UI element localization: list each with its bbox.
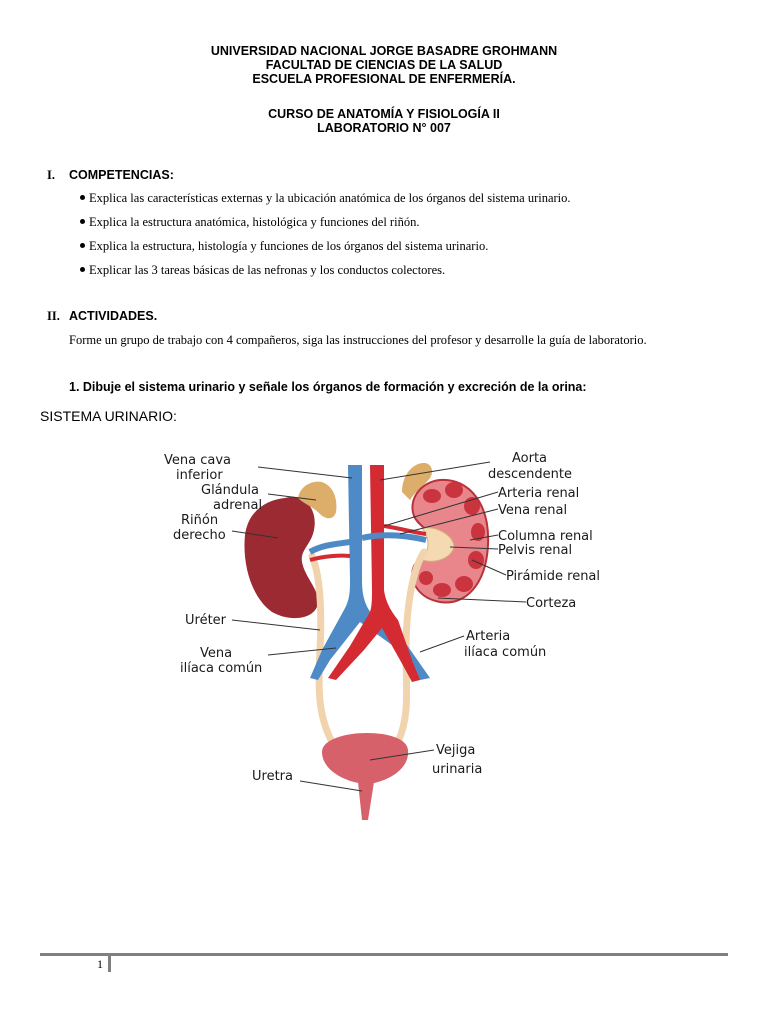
label-rinon-1: Riñón (181, 513, 219, 528)
section-title: COMPETENCIAS: (69, 168, 174, 182)
descending-aorta (328, 465, 420, 682)
label-glandula-2: adrenal (213, 498, 263, 513)
label-pelvis-renal: Pelvis renal (498, 543, 573, 558)
label-aorta-2: descendente (488, 467, 572, 482)
label-vena-renal: Vena renal (498, 503, 568, 518)
faculty-name: FACULTAD DE CIENCIAS DE LA SALUD (265, 58, 503, 72)
competencia-text: Explica las características externas y la ubicación anatómica de los órganos del sistema urinario. (89, 191, 571, 205)
label-vena-iliaca-1: Vena (200, 646, 233, 661)
label-corteza: Corteza (526, 596, 577, 611)
section-number: I. (47, 168, 55, 182)
competencia-text: Explica la estructura anatómica, histológica y funciones del riñón. (89, 215, 420, 229)
label-glandula-1: Glándula (201, 483, 259, 498)
course-title: CURSO DE ANATOMÍA Y FISIOLOGÍA II (268, 107, 500, 121)
step-1-instruction: 1. Dibuje el sistema urinario y señale los órganos de formación y excreción de la orina: (69, 380, 587, 394)
right-kidney (244, 497, 318, 618)
label-vena-iliaca-2: ilíaca común (180, 661, 263, 676)
competencia-text: Explica la estructura, histología y funciones de los órganos del sistema urinario. (89, 239, 489, 253)
page-number: 1 (97, 957, 103, 971)
actividades-paragraph: Forme un grupo de trabajo con 4 compañeros, siga las instrucciones del profesor y desarrolle la guía de laboratorio. (69, 333, 647, 347)
right-renal-vessels (310, 542, 350, 552)
urinary-bladder (322, 733, 408, 784)
label-aorta-1: Aorta (512, 451, 548, 466)
section-number: II. (47, 309, 60, 323)
label-uretra: Uretra (252, 769, 293, 784)
label-vejiga-2: urinaria (432, 762, 483, 777)
section-title: ACTIVIDADES. (69, 309, 158, 323)
label-columna-renal: Columna renal (498, 529, 593, 544)
label-vejiga-1: Vejiga (436, 743, 476, 758)
university-name: UNIVERSIDAD NACIONAL JORGE BASADRE GROHMANN (210, 44, 558, 58)
label-arteria-iliaca-2: ilíaca común (464, 645, 547, 660)
competencia-text: Explicar las 3 tareas básicas de las nefronas y los conductos colectores. (89, 263, 446, 277)
label-vena-cava-1: Vena cava (164, 453, 231, 468)
label-arteria-iliaca-1: Arteria (466, 629, 511, 644)
footer-divider (40, 953, 728, 956)
page-number-bar (108, 956, 111, 972)
label-arteria-renal: Arteria renal (498, 486, 580, 501)
diagram-title: SISTEMA URINARIO: (40, 408, 177, 424)
urethra (358, 782, 374, 820)
school-name: ESCUELA PROFESIONAL DE ENFERMERÍA. (252, 72, 516, 86)
label-rinon-2: derecho (173, 528, 226, 543)
lab-number: LABORATORIO N° 007 (317, 121, 451, 135)
label-piramide-renal: Pirámide renal (506, 569, 601, 584)
label-ureter: Uréter (185, 613, 227, 628)
label-vena-cava-2: inferior (176, 468, 223, 483)
